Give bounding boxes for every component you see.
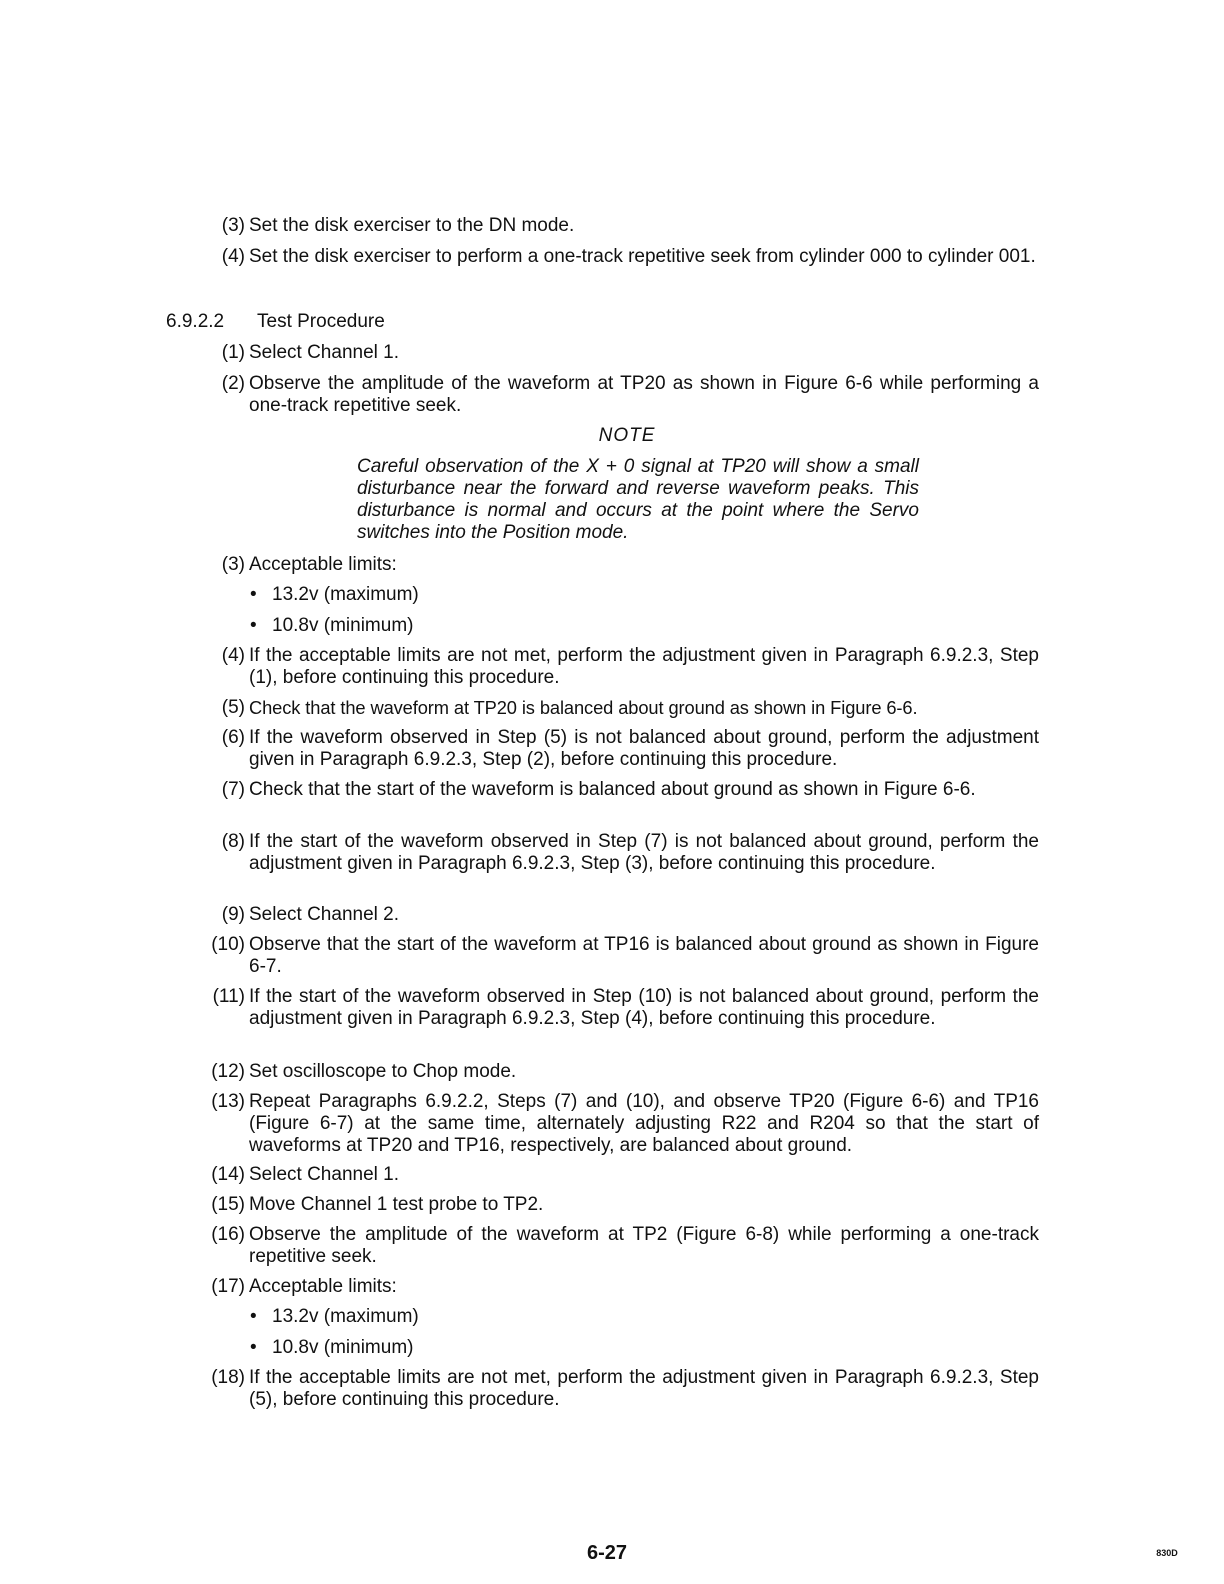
step-text: Observe the amplitude of the waveform at TP2 (Figure 6-8) while performing a one-track repetitive seek. [249,1224,1039,1267]
step-text: Select Channel 1. [249,342,399,363]
step-number: (10) [211,934,245,955]
section-heading [166,311,385,333]
step-text: Repeat Paragraphs 6.9.2.2, Steps (7) and (10), and observe TP20 (Figure 6-6) and TP16 (Figure 6-7) at the same time, alternately adjusting R22 and R204 so that the start of waveforms at TP20 and TP16, respectively, are balanced about ground. [249,1091,1039,1156]
document-code: 830D [1156,1548,1178,1558]
step-number: (2) [221,373,245,394]
step-text: If the waveform observed in Step (5) is not balanced about ground, perform the adjustment given in Paragraph 6.9.2.3, Step (2), before continuing this procedure. [249,727,1039,770]
limit-text: 13.2v (maximum) [272,1306,419,1327]
step-text: Acceptable limits: [249,1276,397,1297]
step-number: (1) [221,342,245,363]
step-text: If the start of the waveform observed in Step (7) is not balanced about ground, perform the adjustment given in Paragraph 6.9.2.3, Step (3), before continuing this procedure. [249,831,1039,874]
step-text: Move Channel 1 test probe to TP2. [249,1194,544,1215]
step-number: (7) [221,779,245,800]
step-text: Acceptable limits: [249,554,397,575]
section-number: 6.9.2.2 [166,311,225,332]
limit-text: 13.2v (maximum) [272,584,419,605]
step-number: (8) [221,831,245,852]
step-number: (5) [221,697,245,718]
step-text: Set the disk exerciser to the DN mode. [249,215,575,236]
step-number: (11) [212,986,245,1007]
note-title: NOTE [598,425,656,446]
step-text: Set the disk exerciser to perform a one-track repetitive seek from cylinder 000 to cylinder 001. [249,246,1036,267]
bullet-dot: • [250,615,257,636]
step-number: (4) [221,246,245,267]
step-number: (6) [221,727,245,748]
step-number: (3) [221,215,245,236]
bullet-dot: • [250,1337,257,1358]
step-number: (4) [221,645,245,666]
step-text: Observe that the start of the waveform at TP16 is balanced about ground as shown in Figure 6-7. [249,934,1039,977]
step-number: (17) [211,1276,245,1297]
limit-bullet-max-2 [250,1306,419,1328]
step-number: (15) [211,1194,245,1215]
step-text: Observe the amplitude of the waveform at TP20 as shown in Figure 6-6 while performing a one-track repetitive seek. [249,373,1039,416]
step-text: If the acceptable limits are not met, perform the adjustment given in Paragraph 6.9.2.3, Step (5), before continuing this procedure. [249,1367,1039,1410]
step-number: (3) [221,554,245,575]
limit-text: 10.8v (minimum) [272,615,414,636]
step-text: If the start of the waveform observed in Step (10) is not balanced about ground, perform the adjustment given in Paragraph 6.9.2.3, Step (4), before continuing this procedure. [249,986,1039,1029]
step-text: Select Channel 2. [249,904,399,925]
limit-bullet-min [250,615,413,637]
step-number: (9) [221,904,245,925]
step-number: (12) [211,1061,245,1082]
step-number: (14) [211,1164,245,1185]
bullet-dot: • [250,584,257,605]
limit-text: 10.8v (minimum) [272,1337,414,1358]
step-number: (18) [211,1367,245,1388]
note-body: Careful observation of the X + 0 signal at TP20 will show a small disturbance near the forward and reverse waveform peaks. This disturbance is normal and occurs at the point where the Servo switches into the Position mode. [357,456,919,543]
page-number: 6-27 [586,1542,628,1564]
step-text: If the acceptable limits are not met, perform the adjustment given in Paragraph 6.9.2.3, Step (1), before continuing this procedure. [249,645,1039,688]
limit-bullet-min-2 [250,1337,413,1359]
section-title: Test Procedure [257,311,385,332]
step-number: (16) [211,1224,245,1245]
step-text: Check that the waveform at TP20 is balanced about ground as shown in Figure 6-6. [249,697,918,718]
step-text: Select Channel 1. [249,1164,399,1185]
step-number: (13) [211,1091,245,1112]
limit-bullet-max [250,584,419,606]
step-text: Set oscilloscope to Chop mode. [249,1061,517,1082]
bullet-dot: • [250,1306,257,1327]
step-text: Check that the start of the waveform is balanced about ground as shown in Figure 6-6. [249,779,976,800]
